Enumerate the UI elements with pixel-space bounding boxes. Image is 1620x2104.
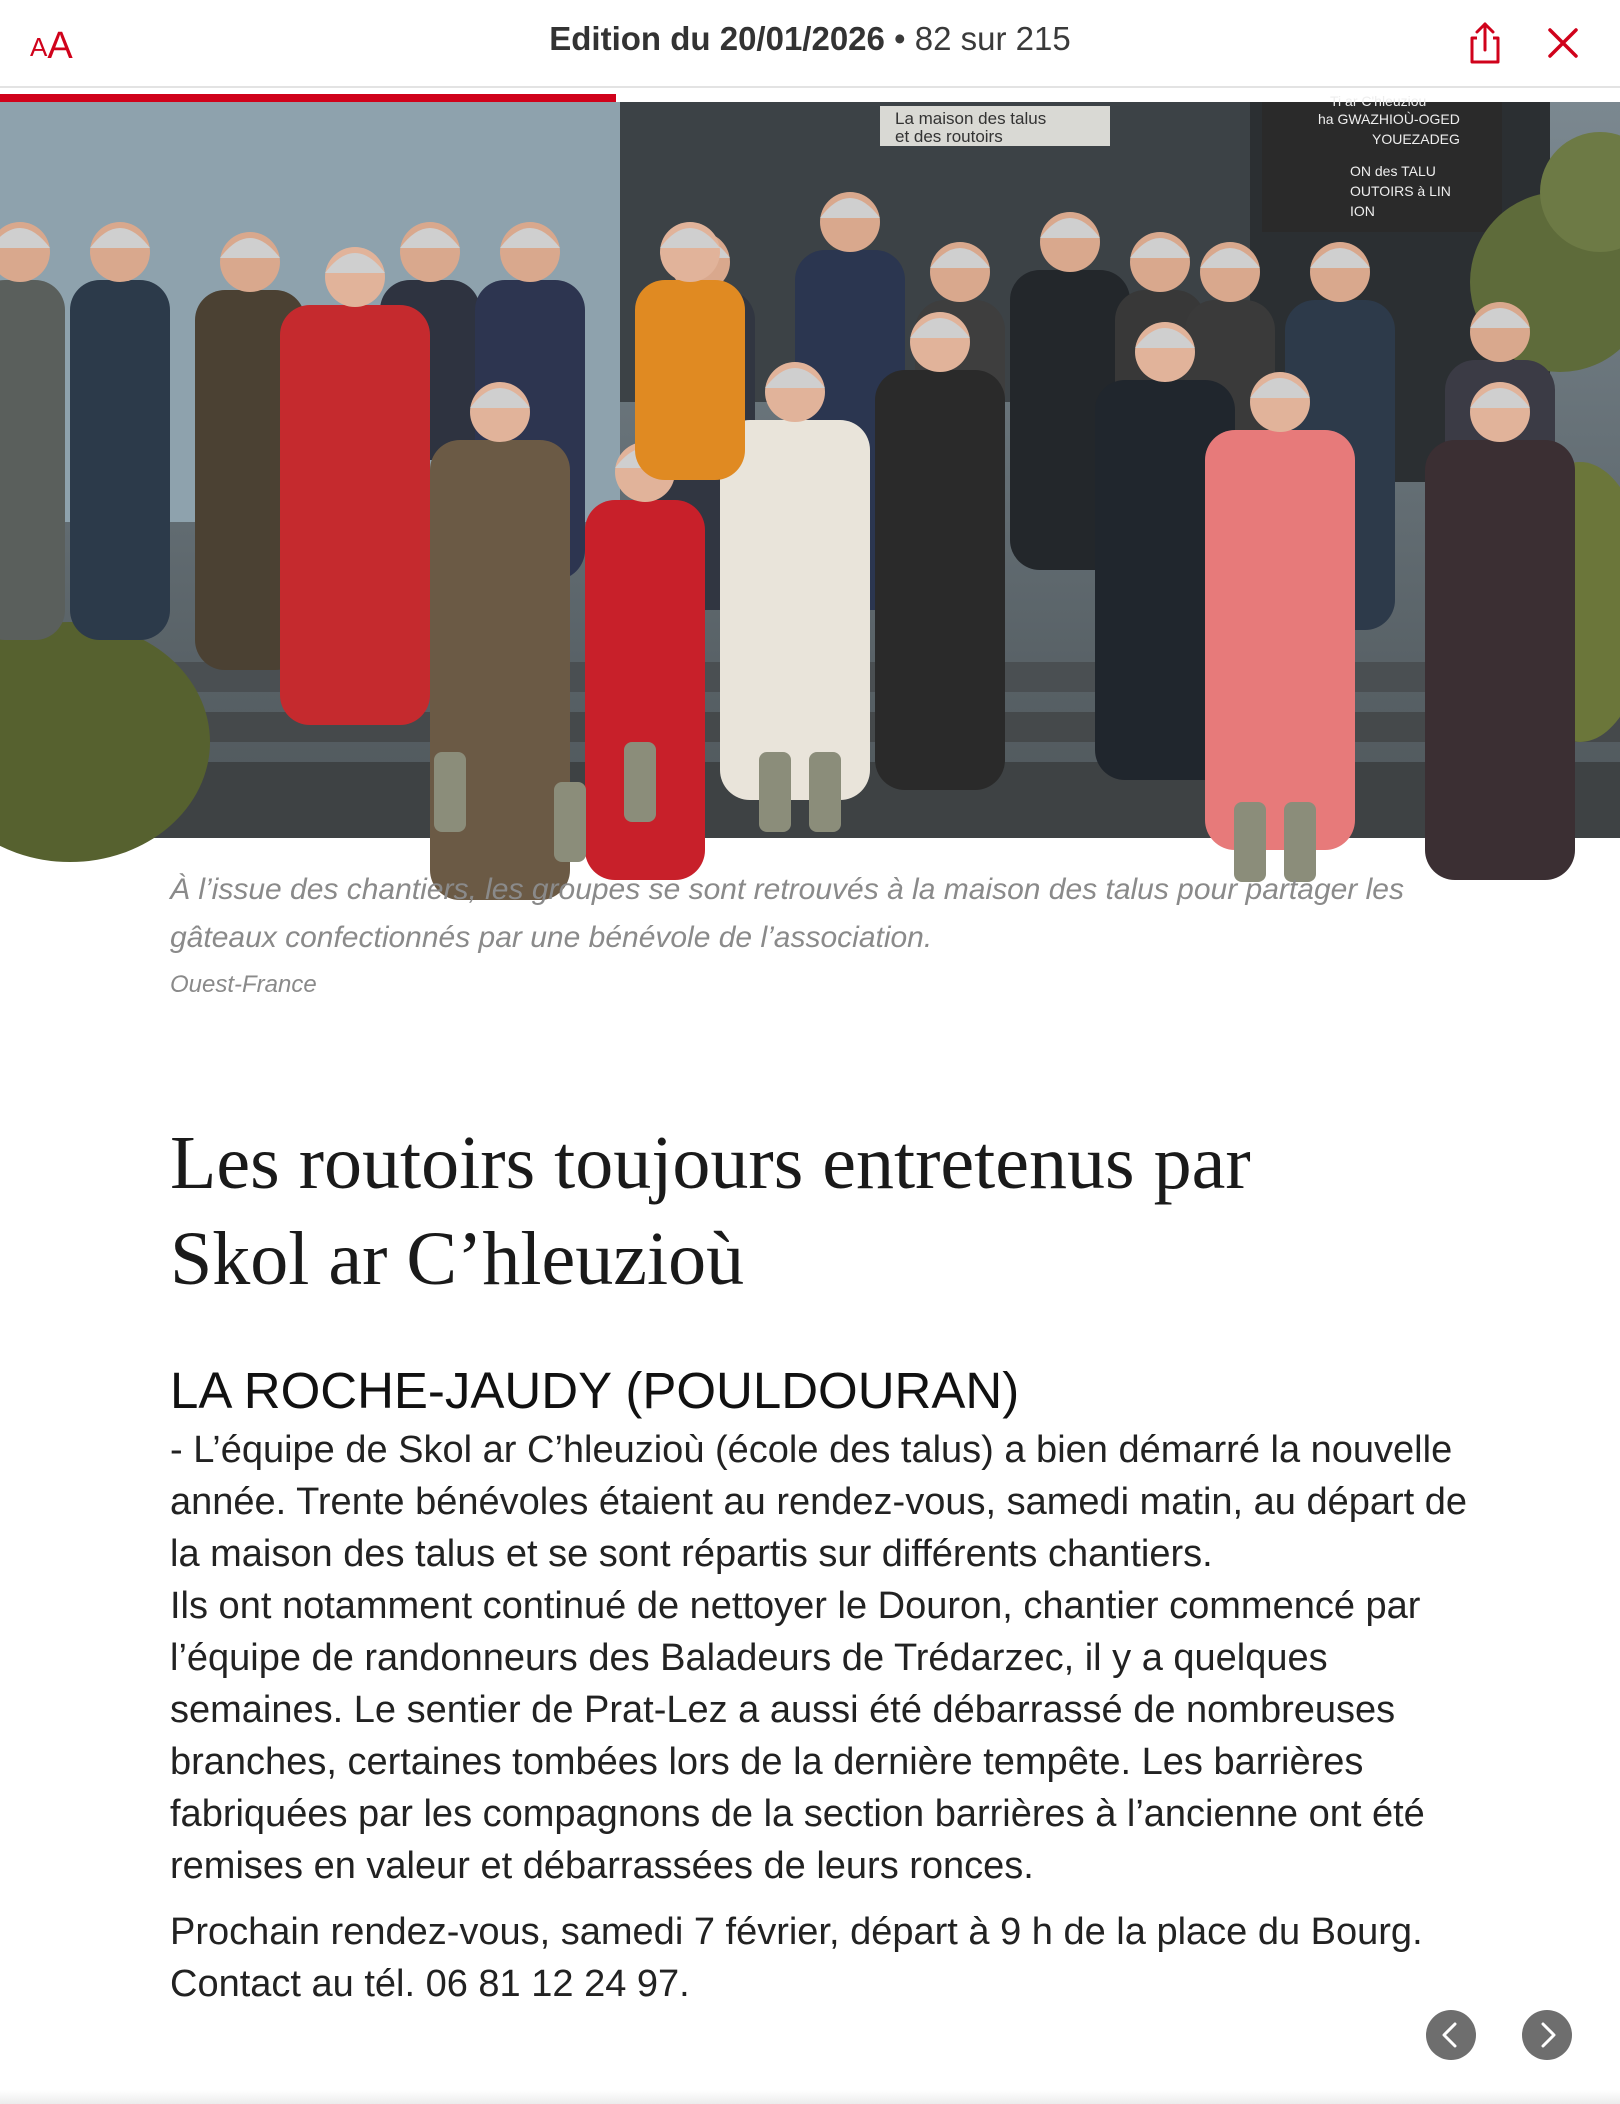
- group-photo: [0, 93, 1620, 838]
- photo-credit: Ouest-France: [170, 971, 317, 998]
- chevron-left-icon: [1426, 2010, 1476, 2060]
- page-count: 82 sur 215: [914, 20, 1071, 57]
- photo-sign-line-2: et des routoirs: [895, 127, 1003, 146]
- close-icon: [1538, 18, 1588, 68]
- share-icon: [1460, 18, 1510, 68]
- top-toolbar: [0, 0, 1620, 88]
- next-article-button[interactable]: [1522, 2010, 1572, 2060]
- font-size-big-glyph: A: [47, 25, 73, 67]
- article-paragraph-1: - L’équipe de Skol ar C’hleuzioù (école des talus) a bien démarré la nouvelle année. Trente bénévoles étaient au rendez-vous, samedi matin, au départ de la maison des talus et se sont répartis sur différents chantiers.: [170, 1429, 1468, 1575]
- article-photo[interactable]: [0, 93, 1620, 838]
- photo-panel-line-5: OUTOIRS à LIN: [1350, 183, 1451, 199]
- font-size-small-glyph: A: [30, 32, 48, 62]
- share-button[interactable]: [1460, 18, 1510, 68]
- edition-label: Edition du 20/01/2026: [549, 20, 885, 57]
- edition-info: [0, 20, 1620, 62]
- chevron-right-icon: [1522, 2010, 1572, 2060]
- article-paragraph-2: Ils ont notamment continué de nettoyer le Douron, chantier commencé par l’équipe de randonneurs des Baladeurs de Trédarzec, il y a quelques semaines. Le sentier de Prat-Lez a aussi été débarrassé de nombreuses branches, certaines tombées lors de la dernière tempête. Les barrières fabriquées par les compagnons de la section barrières à l’ancienne ont été remises en valeur et débarrassées de leurs ronces.: [170, 1585, 1425, 1887]
- reading-progress-fill: [0, 94, 616, 102]
- edition-separator: •: [884, 20, 915, 57]
- article-body: [170, 1424, 1470, 2010]
- article-place: LA ROCHE-JAUDY (POULDOURAN): [170, 1362, 1020, 1419]
- photo-panel-line-6: ION: [1350, 203, 1375, 219]
- photo-panel-line-1: Ti ar C'hleuziou: [1330, 93, 1427, 109]
- photo-panel-line-4: ON des TALU: [1350, 163, 1436, 179]
- article-headline: [170, 1115, 1500, 1307]
- close-button[interactable]: [1538, 18, 1588, 68]
- article-paragraph-3: Prochain rendez-vous, samedi 7 février, départ à 9 h de la place du Bourg. Contact au tél. 06 81 12 24 97.: [170, 1911, 1423, 2005]
- previous-article-button[interactable]: [1426, 2010, 1476, 2060]
- photo-panel-line-2: ha GWAZHIOÙ-OGED: [1318, 111, 1460, 127]
- photo-sign-line-1: La maison des talus: [895, 109, 1047, 128]
- headline-line-2: Skol ar C’hleuzioù: [170, 1217, 745, 1301]
- bottom-edge: [0, 2090, 1620, 2104]
- photo-caption: À l’issue des chantiers, les groupes se sont retrouvés à la maison des talus pour partager les gâteaux confectionnés par une bénévole de l’association.: [170, 873, 1404, 954]
- photo-panel-line-3: YOUEZADEG: [1372, 131, 1460, 147]
- headline-line-1: Les routoirs toujours entretenus par: [170, 1121, 1251, 1205]
